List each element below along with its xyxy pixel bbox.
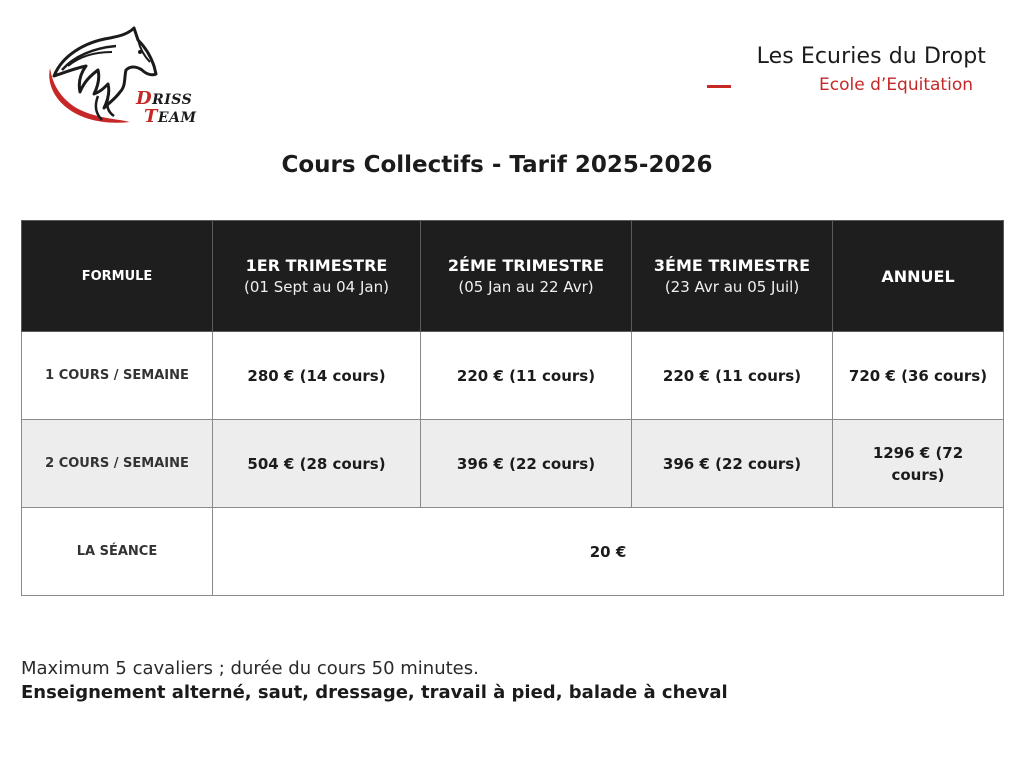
header-trimestre-3: 3ÉME TRIMESTRE (23 Avr au 05 Juil) [632, 221, 833, 332]
page-title: Cours Collectifs - Tarif 2025-2026 [281, 152, 713, 178]
brand-subtitle-text: Ecole d’Equitation [819, 75, 973, 95]
price-cell: 396 € (22 cours) [421, 420, 632, 508]
header-annuel: ANNUEL [833, 221, 1004, 332]
price-cell-annual: 1296 € (72 cours) [833, 420, 1004, 508]
table-row [22, 508, 1004, 596]
row-label: 1 COURS / SEMAINE [22, 332, 213, 420]
driss-team-logo [44, 26, 197, 130]
row-label: LA SÉANCE [22, 508, 213, 596]
header-trimestre-1: 1ER TRIMESTRE (01 Sept au 04 Jan) [213, 221, 421, 332]
pricing-table [21, 220, 1004, 596]
price-cell: 220 € (11 cours) [421, 332, 632, 420]
table-row [22, 332, 1004, 420]
brand-name: Les Ecuries du Dropt [756, 44, 986, 69]
table-row [22, 420, 1004, 508]
price-cell: 280 € (14 cours) [213, 332, 421, 420]
price-cell: 396 € (22 cours) [632, 420, 833, 508]
header-formule: FORMULE [22, 221, 213, 332]
activities-note: Enseignement alterné, saut, dressage, travail à pied, balade à cheval [21, 682, 728, 703]
logo-text-team: TEAM [144, 106, 197, 127]
info-note: Maximum 5 cavaliers ; durée du cours 50 minutes. [21, 658, 479, 679]
logo-text-driss: DRISS [136, 88, 193, 109]
price-cell: 220 € (11 cours) [632, 332, 833, 420]
row-label: 2 COURS / SEMAINE [22, 420, 213, 508]
table-header-row [22, 221, 1004, 332]
brand-subtitle [757, 75, 986, 95]
accent-dash [707, 85, 731, 88]
header-trimestre-2: 2ÉME TRIMESTRE (05 Jan au 22 Avr) [421, 221, 632, 332]
price-cell-annual: 720 € (36 cours) [833, 332, 1004, 420]
seance-price-cell: 20 € [213, 508, 1004, 596]
price-cell: 504 € (28 cours) [213, 420, 421, 508]
brand-block [757, 44, 986, 95]
